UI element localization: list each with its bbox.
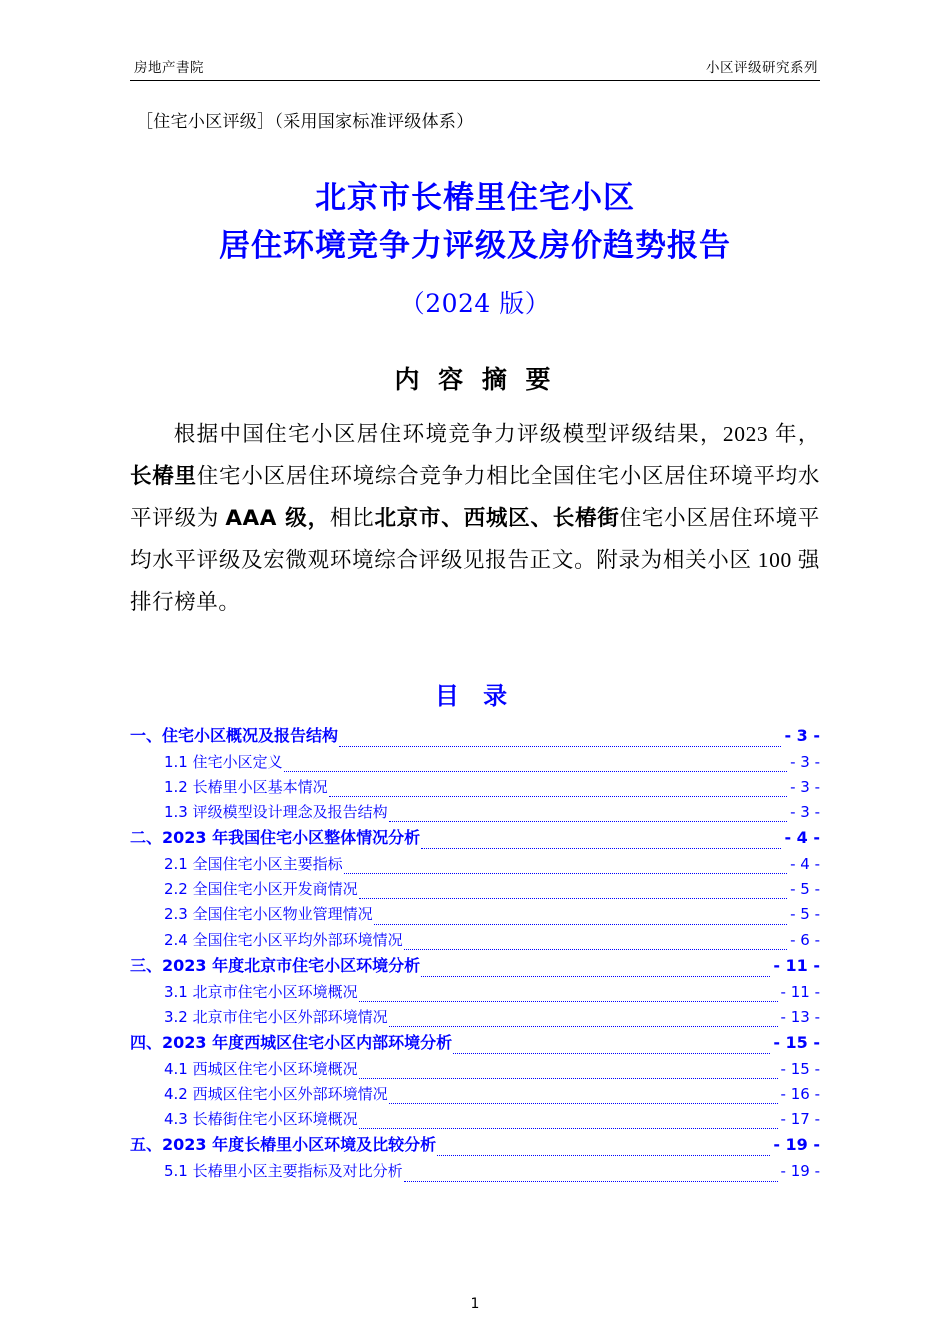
abstract-part3: 住宅小区居住环境综合竞争力相比全国住宅小区居住环境平均水平评级为 (130, 464, 820, 530)
report-edition: （2024 版） (399, 289, 551, 319)
toc-entry[interactable] (130, 800, 820, 825)
toc-leader (389, 809, 787, 822)
toc-entry-label: 2.1 全国住宅小区主要指标 (164, 855, 343, 874)
toc-entry-page: - 5 - (790, 880, 820, 899)
toc-entry[interactable] (130, 1030, 820, 1057)
toc-entry[interactable] (130, 1005, 820, 1030)
toc-leader (359, 1116, 778, 1129)
toc-entry-label: 2.2 全国住宅小区开发商情况 (164, 880, 358, 899)
toc-leader (374, 912, 787, 925)
toc-entry-page: - 15 - (780, 1059, 820, 1078)
toc-entry-label: 5.1 长椿里小区主要指标及对比分析 (164, 1162, 403, 1181)
toc-entry-label: 2.3 全国住宅小区物业管理情况 (164, 905, 373, 924)
toc-leader (359, 989, 778, 1002)
toc-entry-page: - 3 - (790, 777, 820, 796)
toc-entry[interactable] (130, 980, 820, 1005)
toc-entry-page: - 19 - (773, 1135, 820, 1155)
toc-leader (421, 964, 770, 977)
toc-leader (359, 886, 787, 899)
toc-entry[interactable] (130, 750, 820, 775)
toc-entry-label: 4.2 西城区住宅小区外部环境情况 (164, 1085, 388, 1104)
table-of-contents (130, 723, 820, 1185)
toc-entry-page: - 3 - (790, 802, 820, 821)
toc-entry-label: 3.1 北京市住宅小区环境概况 (164, 982, 358, 1001)
toc-entry-page: - 4 - (790, 855, 820, 874)
toc-entry-page: - 3 - (784, 725, 820, 745)
toc-entry[interactable] (130, 775, 820, 800)
toc-entry-label: 4.1 西城区住宅小区环境概况 (164, 1059, 358, 1078)
abstract-bold-community: 长椿里 (130, 464, 197, 490)
title-block (130, 174, 820, 320)
report-title-line1: 北京市长椿里住宅小区 (315, 180, 635, 216)
abstract-bold-rating: AAA 级， (225, 505, 330, 531)
toc-leader (389, 1014, 778, 1027)
toc-entry[interactable] (130, 1107, 820, 1132)
toc-entry-page: - 11 - (773, 955, 820, 975)
abstract-heading: 内 容 摘 要 (394, 365, 556, 395)
toc-entry-page: - 3 - (790, 752, 820, 771)
toc-entry-label: 二、2023 年我国住宅小区整体情况分析 (130, 828, 421, 848)
abstract-part5: 住宅小区居住环境平均水平评级及宏微观环境综合评级见报告正文。附录为相关小区 100 强排行榜单。 (130, 505, 820, 614)
page-number: 1 (470, 1296, 480, 1312)
toc-entry[interactable] (130, 902, 820, 927)
toc-entry[interactable] (130, 1159, 820, 1184)
toc-leader (344, 861, 787, 874)
toc-entry-label: 四、2023 年度西城区住宅小区内部环境分析 (130, 1033, 453, 1053)
toc-leader (404, 1169, 778, 1182)
running-head-left: 房地产書院 (134, 60, 204, 76)
toc-entry-page: - 15 - (773, 1033, 820, 1053)
toc-leader (437, 1143, 770, 1156)
running-head-right: 小区评级研究系列 (706, 60, 818, 76)
toc-entry[interactable] (130, 928, 820, 953)
toc-entry-page: - 5 - (790, 905, 820, 924)
abstract-bold-regions: 北京市、西城区、长椿街 (374, 505, 620, 531)
toc-entry-label: 1.1 住宅小区定义 (164, 752, 283, 771)
report-title-line2: 居住环境竞争力评级及房价趋势报告 (219, 228, 731, 265)
toc-entry[interactable] (130, 723, 820, 750)
toc-leader (339, 734, 781, 747)
toc-leader (329, 784, 787, 797)
toc-entry-label: 1.2 长椿里小区基本情况 (164, 777, 328, 796)
toc-entry-page: - 11 - (780, 982, 820, 1001)
toc-entry[interactable] (130, 1132, 820, 1159)
toc-entry[interactable] (130, 825, 820, 852)
running-head (130, 56, 820, 81)
toc-entry-page: - 13 - (780, 1007, 820, 1026)
toc-leader (359, 1066, 778, 1079)
toc-leader (284, 759, 787, 772)
toc-entry[interactable] (130, 953, 820, 980)
toc-entry-page: - 4 - (784, 828, 820, 848)
toc-entry-label: 三、2023 年度北京市住宅小区环境分析 (130, 955, 421, 975)
abstract-part1: 根据中国住宅小区居住环境竞争力评级模型评级结果， (173, 422, 723, 447)
toc-entry-label: 4.3 长椿街住宅小区环境概况 (164, 1110, 358, 1129)
abstract-part4: 相比 (329, 505, 375, 530)
toc-leader (389, 1091, 778, 1104)
toc-entry[interactable] (130, 852, 820, 877)
toc-leader (421, 836, 781, 849)
abstract-part2: 2023 年， (722, 422, 821, 447)
toc-entry-page: - 6 - (790, 930, 820, 949)
toc-entry-label: 一、住宅小区概况及报告结构 (130, 725, 339, 745)
toc-entry[interactable] (130, 1057, 820, 1082)
toc-leader (453, 1041, 770, 1054)
toc-entry-page: - 19 - (780, 1162, 820, 1181)
toc-entry-label: 五、2023 年度长椿里小区环境及比较分析 (130, 1135, 437, 1155)
abstract-body (130, 414, 820, 624)
toc-entry-page: - 17 - (780, 1110, 820, 1129)
toc-heading: 目 录 (434, 681, 516, 710)
report-category-line: ［住宅小区评级］（采用国家标准评级体系） (136, 112, 474, 132)
toc-entry-label: 3.2 北京市住宅小区外部环境情况 (164, 1007, 388, 1026)
toc-leader (404, 937, 787, 950)
toc-entry[interactable] (130, 877, 820, 902)
toc-entry-label: 2.4 全国住宅小区平均外部环境情况 (164, 930, 403, 949)
toc-entry-label: 1.3 评级模型设计理念及报告结构 (164, 802, 388, 821)
toc-entry-page: - 16 - (780, 1085, 820, 1104)
toc-entry[interactable] (130, 1082, 820, 1107)
